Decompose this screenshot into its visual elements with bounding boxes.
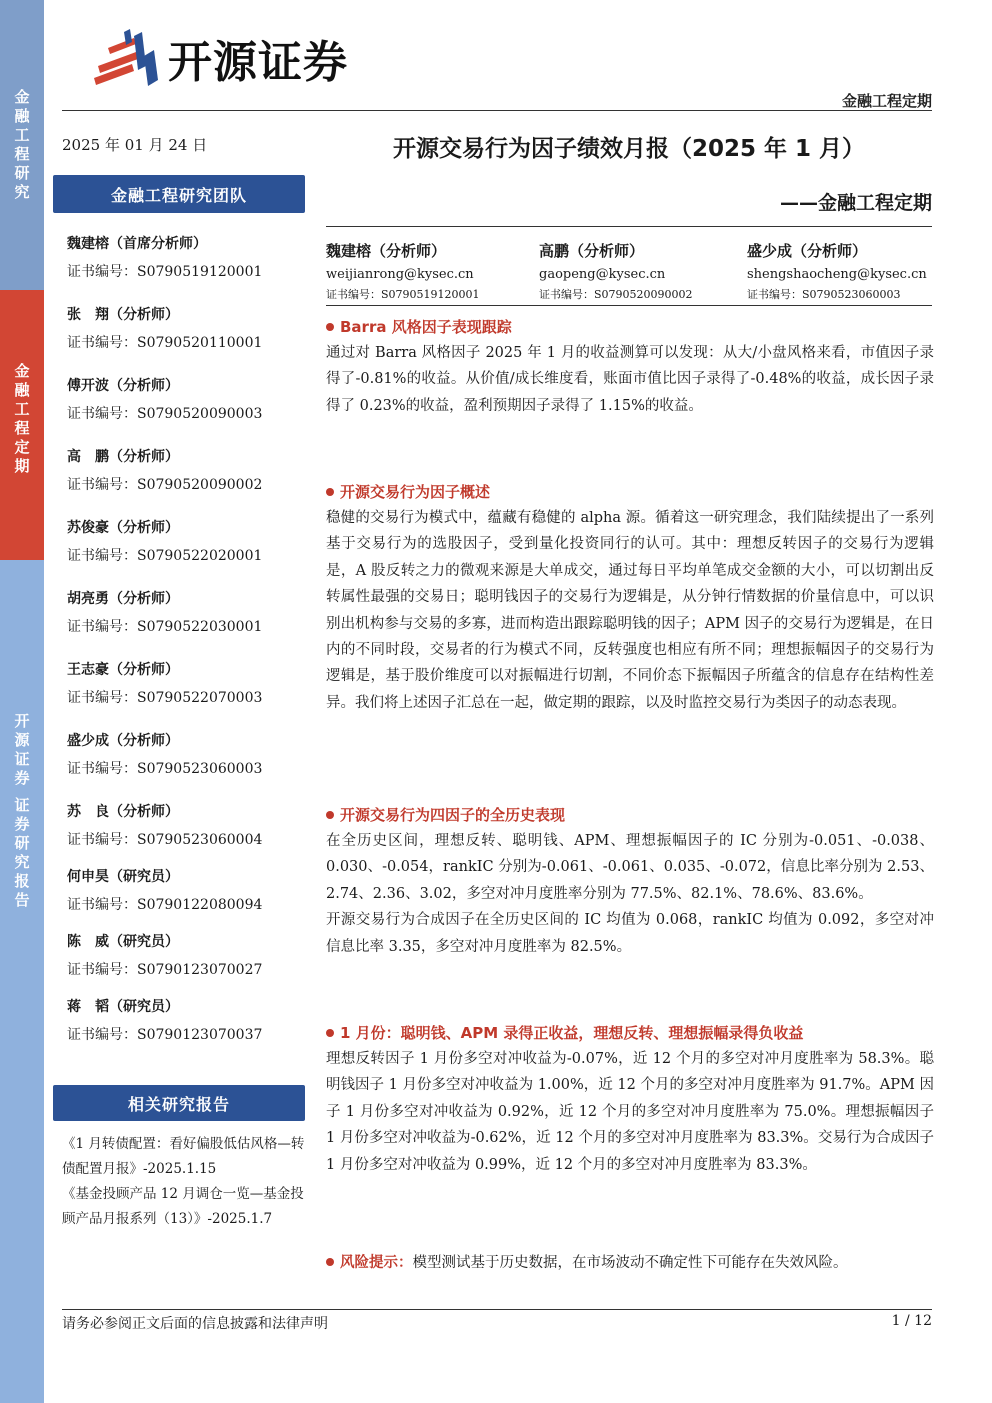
author-cert: 证书编号：S0790523060003 — [747, 288, 901, 301]
analyst-name: 王志豪（分析师） — [67, 662, 179, 678]
related-report-link[interactable]: 《1 月转债配置：看好偏股低估风格—转债配置月报》-2025.1.15 — [62, 1136, 305, 1177]
section-paragraph: 稳健的交易行为模式中，蕴藏有稳健的 alpha 源。循着这一研究理念，我们陆续提出了一系列基于交易行为的选股因子，受到量化投资同行的认可。其中：理想反转因子的交易行为逻辑是，A 股反转之力的微观来源是大单成交，通过每日平均单笔成交金额的大小，可以切割出反转属性最强的交易日；聪明钱因子的交易行为逻辑是，从分钟行情数据的价量信息中，可以识别出机构参与交易的多寡，进而构造出跟踪聪明钱的因子；APM 因子的交易行为逻辑是，在日内的不同时段，交易者的行为模式不同，反转强度也相应有所不同；理想振幅因子的交易行为逻辑是，基于股价维度可以对振幅进行切割，不同价态下振幅因子所蕴含的信息存在结构性差异。我们将上述因子汇总在一起，做定期的跟踪，以及时监控交易行为类因子的动态表现。 — [326, 510, 934, 711]
analyst-name: 蒋 韬（研究员） — [67, 999, 179, 1015]
analyst-cert: 证书编号：S0790520090003 — [67, 406, 263, 422]
author-email[interactable]: weijianrong@kysec.cn — [326, 267, 474, 282]
analyst-entry — [67, 587, 307, 658]
analyst-entry — [67, 930, 307, 995]
header-tag: 金融工程定期 — [841, 92, 932, 110]
header-divider — [62, 110, 932, 111]
analyst-entry — [67, 729, 307, 800]
footer-disclaimer: 请务必参阅正文后面的信息披露和法律声明 — [62, 1316, 328, 1332]
risk-label: 风险提示： — [340, 1255, 413, 1271]
analyst-name: 陈 威（研究员） — [67, 934, 179, 950]
analyst-entry — [67, 303, 307, 374]
side-label-broker: 开 源 证 券 证 券 研 究 报 告 — [14, 712, 30, 909]
risk-notice — [326, 1250, 934, 1276]
bullet-icon — [326, 1258, 334, 1266]
author-name: 魏建榕（分析师） — [326, 242, 447, 260]
analyst-name: 盛少成（分析师） — [67, 733, 179, 749]
analyst-cert: 证书编号：S0790520110001 — [67, 335, 263, 351]
author-cert: 证书编号：S0790519120001 — [326, 288, 480, 301]
analyst-name: 何申昊（研究员） — [67, 869, 179, 885]
authors-divider — [326, 305, 932, 306]
section-paragraph: 在全历史区间，理想反转、聪明钱、APM、理想振幅因子的 IC 分别为-0.051、-0.038、0.030、-0.054，rankIC 分别为-0.061、-0.061、0.035、-0.072，信息比率分别为 2.53、2.74、2.36、3.02，多空对冲月度胜率分别为 77.5%、82.1%、78.6%、83.6%。 — [326, 833, 934, 902]
section-barra — [326, 314, 934, 419]
bullet-icon — [326, 811, 334, 819]
section-paragraph: 通过对 Barra 风格因子 2025 年 1 月的收益测算可以发现：从大/小盘风格来看，市值因子录得了-0.81%的收益。从价值/成长维度看，账面市值比因子录得了-0.48%的收益，成长因子录得了 0.23%的收益，盈利预期因子录得了 1.15%的收益。 — [326, 345, 934, 414]
analyst-cert: 证书编号：S0790523060003 — [67, 761, 263, 777]
analyst-cert: 证书编号：S0790522030001 — [67, 619, 263, 635]
analyst-cert: 证书编号：S0790122080094 — [67, 897, 263, 913]
analyst-entry — [67, 865, 307, 930]
author-email[interactable]: gaopeng@kysec.cn — [539, 267, 666, 282]
page-number: 1 / 12 — [891, 1313, 932, 1329]
report-subtitle: ——金融工程定期 — [779, 192, 932, 214]
author-email[interactable]: shengshaocheng@kysec.cn — [747, 267, 927, 282]
author-name: 高鹏（分析师） — [539, 242, 645, 260]
analyst-name: 高 鹏（分析师） — [67, 449, 179, 465]
analyst-cert: 证书编号：S0790519120001 — [67, 264, 263, 280]
analyst-entry — [67, 800, 307, 865]
analyst-name: 苏 良（分析师） — [67, 804, 179, 820]
analyst-entry — [67, 232, 307, 303]
author-card — [326, 238, 526, 304]
section-heading: 开源交易行为因子概述 — [326, 479, 934, 505]
title-divider — [326, 226, 932, 227]
logo-mark-icon — [84, 26, 164, 90]
analyst-name: 张 翔（分析师） — [67, 307, 179, 323]
side-strip-bottom — [0, 560, 44, 1403]
related-reports-list — [62, 1132, 314, 1232]
analyst-name: 傅开波（分析师） — [67, 378, 179, 394]
bullet-icon — [326, 1029, 334, 1037]
analyst-cert: 证书编号：S0790522020001 — [67, 548, 263, 564]
author-name: 盛少成（分析师） — [747, 242, 868, 260]
report-date: 2025 年 01 月 24 日 — [62, 136, 208, 154]
section-heading: Barra 风格因子表现跟踪 — [326, 314, 934, 340]
section-heading: 1 月份：聪明钱、APM 录得正收益，理想反转、理想振幅录得负收益 — [326, 1020, 934, 1046]
analyst-name: 胡亮勇（分析师） — [67, 591, 179, 607]
report-title: 开源交易行为因子绩效月报（2025 年 1 月） — [392, 136, 866, 162]
footer-divider — [62, 1309, 932, 1310]
author-card — [539, 238, 739, 304]
section-paragraph: 理想反转因子 1 月份多空对冲收益为-0.07%，近 12 个月的多空对冲月度胜率为 58.3%。聪明钱因子 1 月份多空对冲收益为 1.00%，近 12 个月的多空对冲月度胜率为 91.7%。APM 因子 1 月份多空对冲收益为 0.92%，近 12 个月的多空对冲月度胜率为 75.0%。理想振幅因子 1 月份多空对冲收益为-0.62%，近 12 个月的多空对冲月度胜率为 83.3%。交易行为合成因子 1 月份多空对冲收益为 0.99%，近 12 个月的多空对冲月度胜率为 83.3%。 — [326, 1051, 934, 1173]
side-strip — [0, 0, 44, 1403]
logo-text: 开源证券 — [168, 37, 348, 88]
analyst-entry — [67, 445, 307, 516]
section-heading: 开源交易行为四因子的全历史表现 — [326, 802, 934, 828]
analyst-cert: 证书编号：S0790520090002 — [67, 477, 263, 493]
analyst-entry — [67, 658, 307, 729]
section-january — [326, 1020, 934, 1178]
analyst-list — [67, 232, 307, 1060]
risk-text: 模型测试基于历史数据，在市场波动不确定性下可能存在失效风险。 — [412, 1255, 848, 1271]
side-label-research: 金 融 工 程 研 究 — [14, 88, 30, 201]
section-history — [326, 802, 934, 960]
analyst-cert: 证书编号：S0790523060004 — [67, 832, 263, 848]
analyst-cert: 证书编号：S0790123070027 — [67, 962, 263, 978]
author-card — [747, 238, 947, 304]
analyst-cert: 证书编号：S0790522070003 — [67, 690, 263, 706]
bullet-icon — [326, 488, 334, 496]
section-overview — [326, 479, 934, 716]
analyst-name: 魏建榕（首席分析师） — [67, 236, 207, 252]
team-title: 金融工程研究团队 — [53, 175, 305, 213]
related-reports-title: 相关研究报告 — [53, 1085, 305, 1121]
author-cert: 证书编号：S0790520090002 — [539, 288, 693, 301]
company-logo — [84, 26, 348, 90]
analyst-entry — [67, 374, 307, 445]
analyst-name: 苏俊豪（分析师） — [67, 520, 179, 536]
analyst-entry — [67, 516, 307, 587]
bullet-icon — [326, 323, 334, 331]
side-label-periodic: 金 融 工 程 定 期 — [14, 362, 30, 475]
analyst-cert: 证书编号：S0790123070037 — [67, 1027, 263, 1043]
section-paragraph: 开源交易行为合成因子在全历史区间的 IC 均值为 0.068，rankIC 均值为 0.092，多空对冲信息比率 3.35，多空对冲月度胜率为 82.5%。 — [326, 912, 934, 955]
analyst-entry — [67, 995, 307, 1060]
related-report-link[interactable]: 《基金投顾产品 12 月调仓一览—基金投顾产品月报系列（13）》-2025.1.7 — [62, 1186, 304, 1227]
